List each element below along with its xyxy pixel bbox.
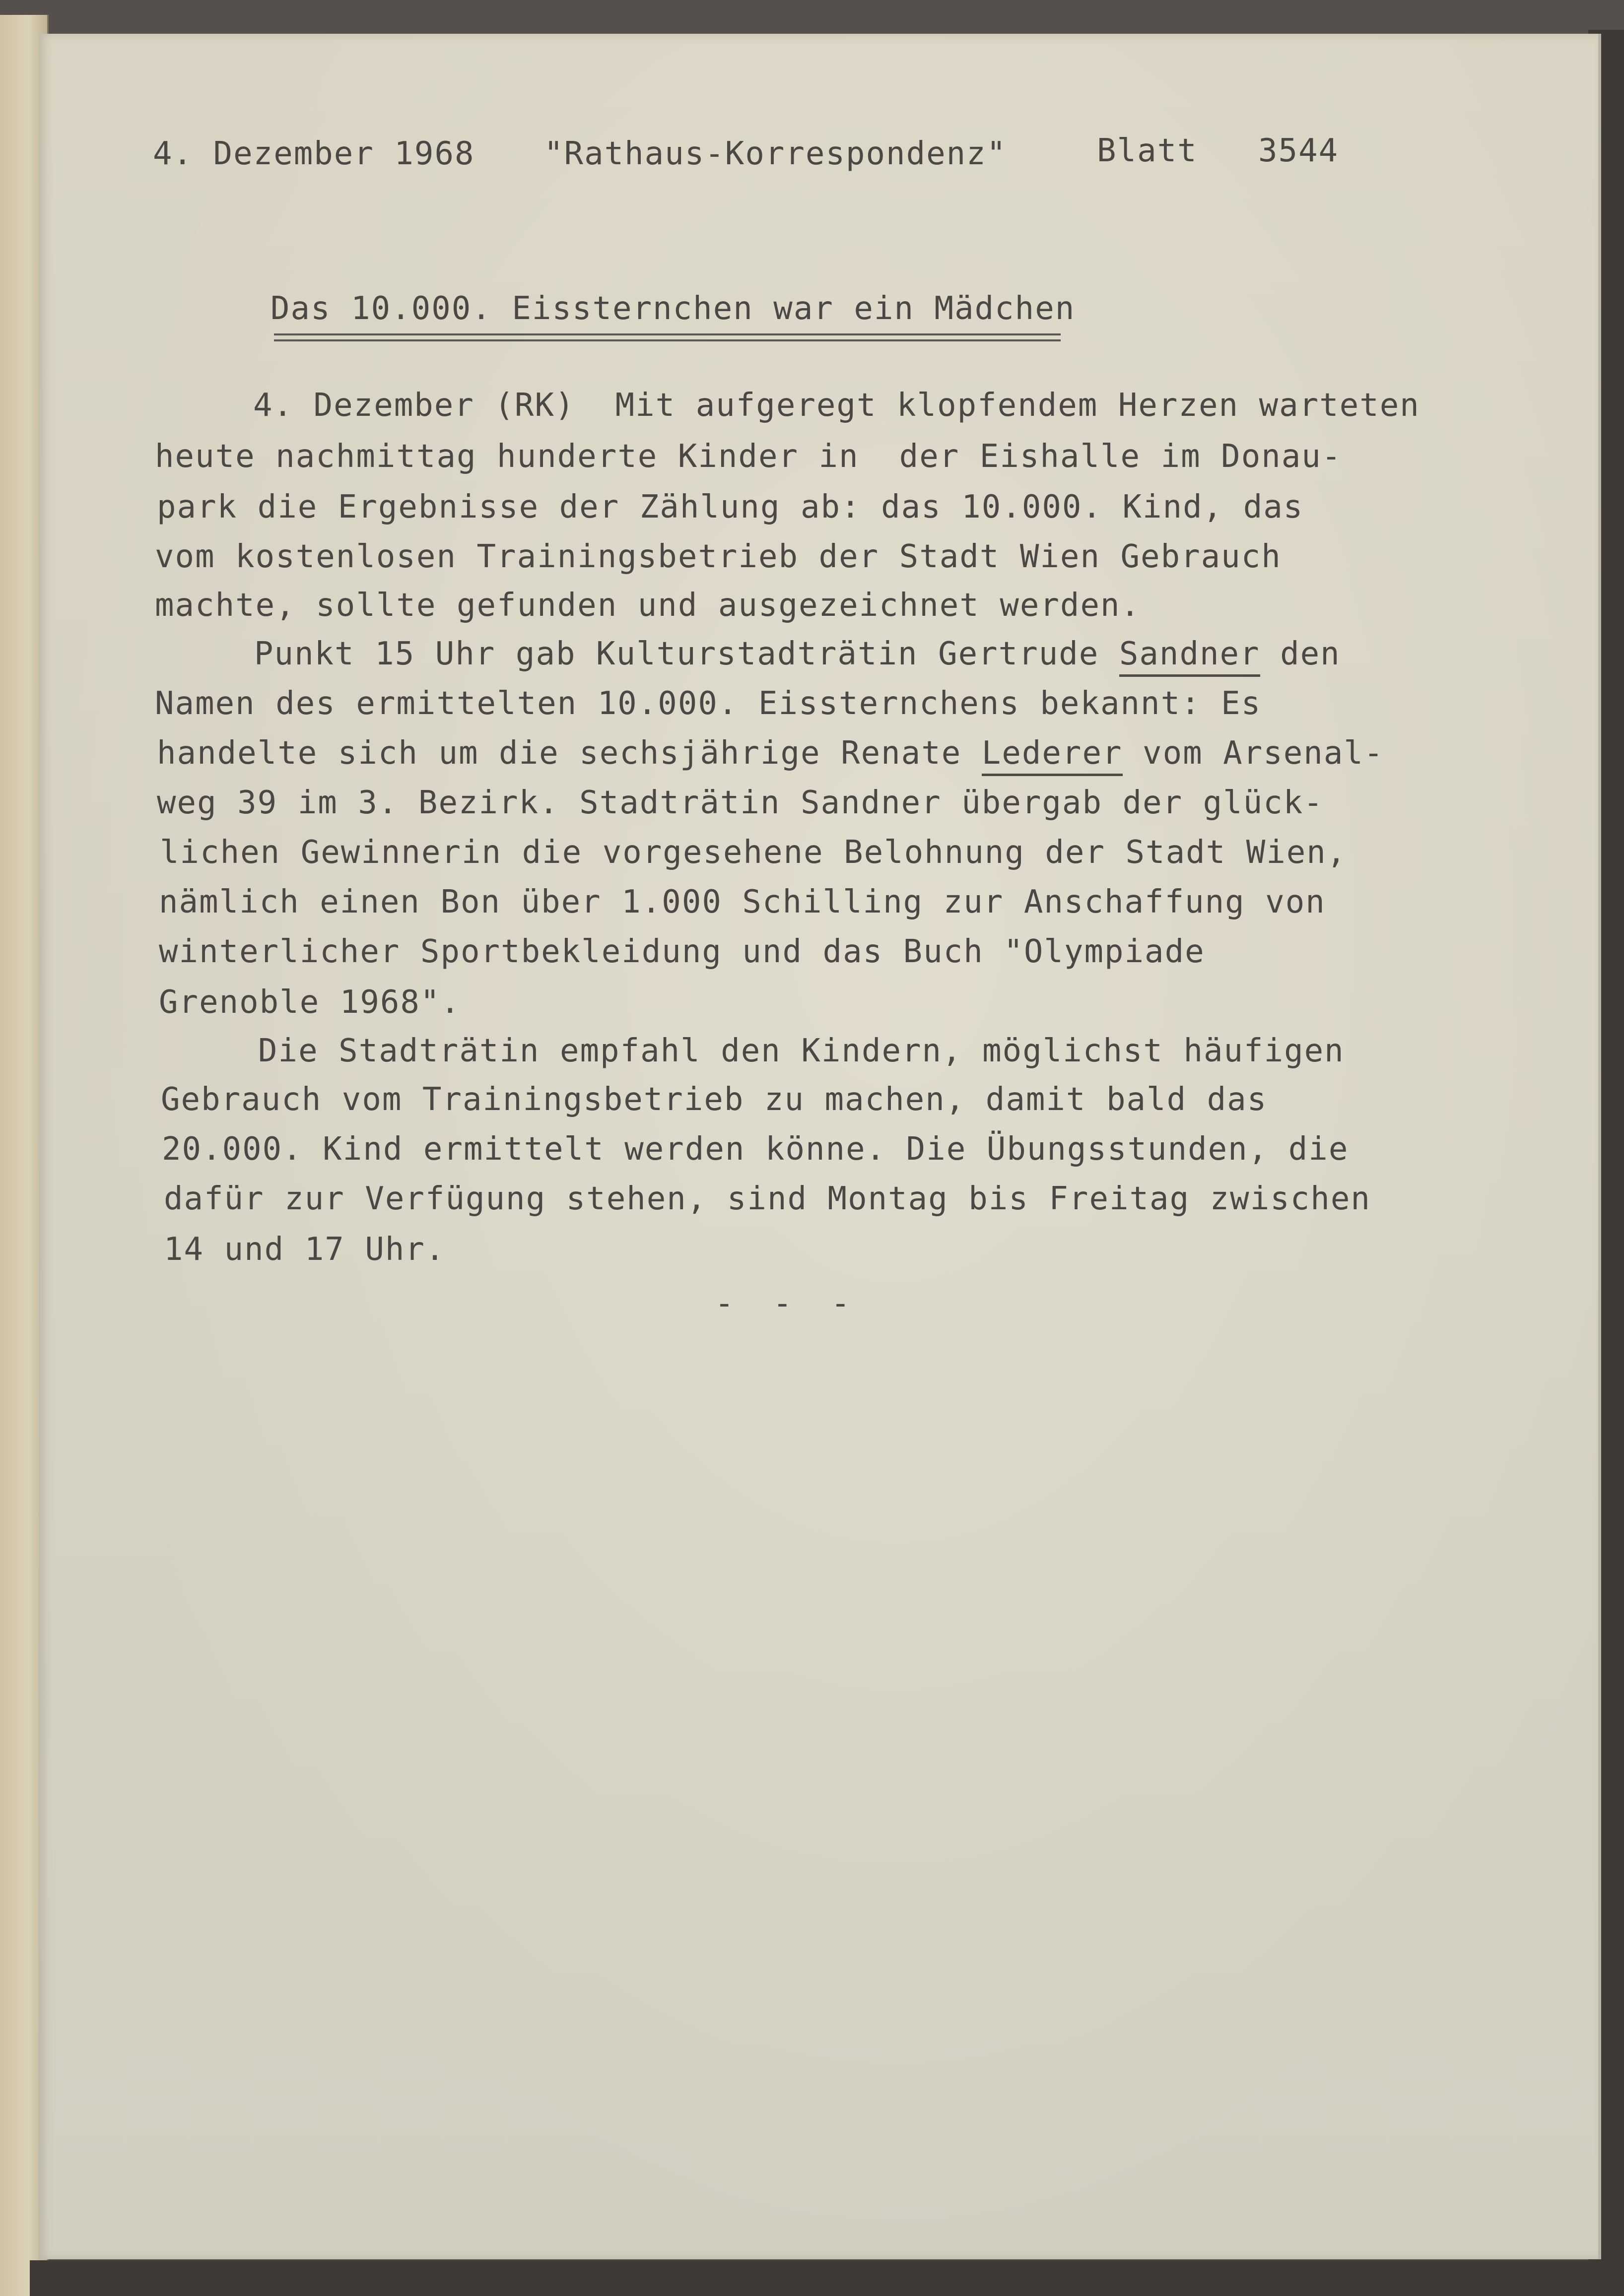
body-line: 14 und 17 Uhr. [164,1231,446,1268]
end-of-article-mark: - - - [715,1285,860,1322]
body-line: machte, sollte gefunden und ausgezeichnet werden. [155,587,1141,624]
body-line: 20.000. Kind ermittelt werden könne. Die Übungsstunden, die [162,1131,1349,1168]
header-sheet-label: Blatt [1097,132,1198,169]
body-line: nämlich einen Bon über 1.000 Schilling zur Anschaffung von [159,884,1326,920]
body-line: weg 39 im 3. Bezirk. Stadträtin Sandner übergab der glück- [157,785,1324,821]
line-text: handelte sich um die sechsjährige Renate [157,735,982,772]
body-line: Grenoble 1968". [159,984,461,1021]
header-date: 4. Dezember 1968 [153,135,475,172]
line-text: vom Arsenal- [1122,735,1384,772]
body-line: park die Ergebnisse der Zählung ab: das 10.000. Kind, das [157,489,1304,525]
body-line: Gebrauch vom Trainingsbetrieb zu machen, damit bald das [161,1081,1268,1118]
body-line: Namen des ermittelten 10.000. Eissternchens bekannt: Es [155,685,1262,722]
body-line-with-underline [157,735,1384,772]
body-line: lichen Gewinnerin die vorgesehene Belohnung der Stadt Wien, [160,834,1347,871]
body-line-with-underline [254,638,1341,670]
header-sheet-number: 3544 [1258,132,1339,169]
body-line: heute nachmittag hunderte Kinder in der Eishalle im Donau- [155,438,1342,475]
line-text: Punkt 15 Uhr gab Kulturstadträtin Gertrude [254,636,1119,672]
body-line: vom kostenlosen Trainingsbetrieb der Stadt Wien Gebrauch [155,538,1282,575]
article-title: Das 10.000. Eissternchen war ein Mädchen [271,290,1076,327]
body-line: Die Stadträtin empfahl den Kindern, möglichst häufigen [258,1033,1345,1069]
header-publication: "Rathaus-Korrespondenz" [544,135,1007,172]
body-line: dafür zur Verfügung stehen, sind Montag bis Freitag zwischen [164,1181,1371,1217]
underlined-name: Sandner [1119,636,1260,677]
body-line: winterlicher Sportbekleidung und das Buch "Olympiade [159,933,1205,970]
underlined-name: Lederer [982,735,1123,776]
body-line: 4. Dezember (RK) Mit aufgeregt klopfendem Herzen warteten [253,387,1420,424]
line-text: den [1260,636,1341,672]
title-double-rule [274,333,1061,341]
